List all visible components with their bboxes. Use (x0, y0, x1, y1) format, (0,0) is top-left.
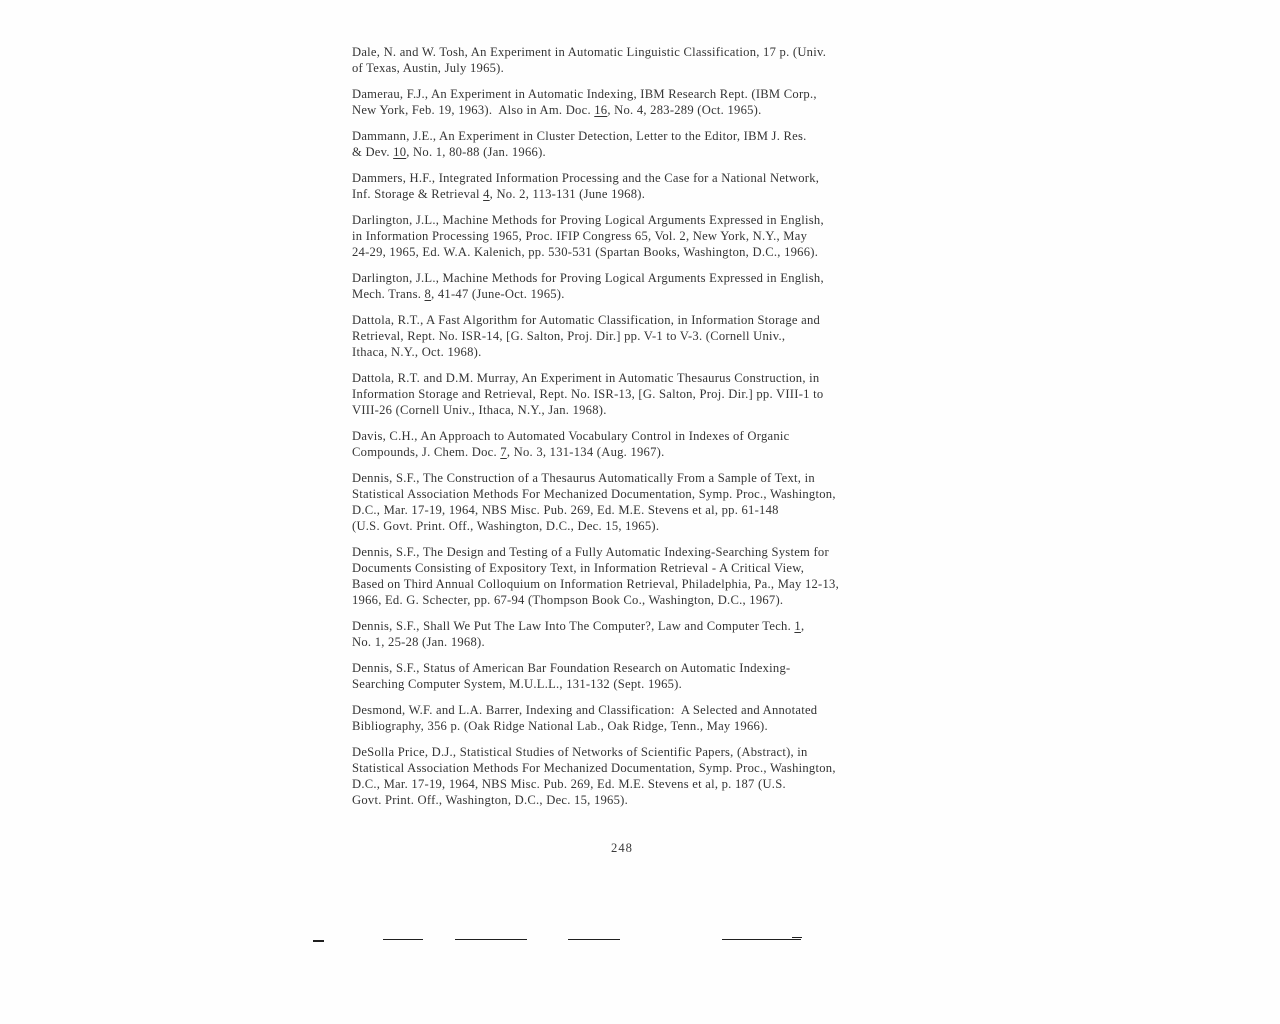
volume-number: 4 (483, 187, 490, 201)
reference-line (352, 170, 892, 186)
reference-line (352, 660, 892, 676)
reference-entry (352, 270, 892, 302)
reference-entry (352, 470, 892, 534)
reference-text: , No. 1, 80-88 (Jan. 1966). (406, 145, 546, 159)
reference-text: Statistical Association Methods For Mechanized Documentation, Symp. Proc., Washington, (352, 761, 836, 775)
reference-line (352, 634, 892, 650)
reference-text: Dennis, S.F., Shall We Put The Law Into The Computer?, Law and Computer Tech. (352, 619, 795, 633)
reference-line (352, 744, 892, 760)
reference-line (352, 128, 892, 144)
reference-entry (352, 312, 892, 360)
reference-line (352, 44, 892, 60)
reference-line (352, 486, 892, 502)
reference-text: Govt. Print. Off., Washington, D.C., Dec. 15, 1965). (352, 793, 628, 807)
bibliography-text-block (352, 44, 892, 856)
reference-line (352, 328, 892, 344)
reference-line (352, 676, 892, 692)
reference-entry (352, 660, 892, 692)
reference-text: Inf. Storage & Retrieval (352, 187, 484, 201)
reference-text: Darlington, J.L., Machine Methods for Proving Logical Arguments Expressed in English, (352, 271, 824, 285)
reference-text: , No. 2, 113-131 (June 1968). (489, 187, 646, 201)
reference-text: VIII-26 (Cornell Univ., Ithaca, N.Y., Jan. 1968). (352, 403, 607, 417)
reference-line (352, 502, 892, 518)
reference-text: DeSolla Price, D.J., Statistical Studies of Networks of Scientific Papers, (Abstract), in (352, 745, 808, 759)
reference-entry (352, 212, 892, 260)
reference-line (352, 718, 892, 734)
reference-line (352, 344, 892, 360)
reference-text: 24-29, 1965, Ed. W.A. Kalenich, pp. 530-531 (Spartan Books, Washington, D.C., 1966). (352, 245, 819, 259)
reference-text: Desmond, W.F. and L.A. Barrer, Indexing and Classification: A Selected and Annotated (352, 703, 818, 717)
reference-line (352, 702, 892, 718)
reference-text: Dennis, S.F., Status of American Bar Foundation Research on Automatic Indexing- (352, 661, 791, 675)
reference-line (352, 370, 892, 386)
reference-text: Davis, C.H., An Approach to Automated Vocabulary Control in Indexes of Organic (352, 429, 790, 443)
reference-text: Dennis, S.F., The Design and Testing of a Fully Automatic Indexing-Searching System for (352, 545, 829, 559)
reference-text: Documents Consisting of Expository Text, in Information Retrieval - A Critical View, (352, 561, 805, 575)
reference-text: D.C., Mar. 17-19, 1964, NBS Misc. Pub. 269, Ed. M.E. Stevens et al, p. 187 (U.S. (352, 777, 786, 791)
reference-text: , No. 4, 283-289 (Oct. 1965). (607, 103, 762, 117)
reference-entry (352, 618, 892, 650)
reference-entry (352, 544, 892, 608)
reference-line (352, 386, 892, 402)
reference-text: Searching Computer System, M.U.L.L., 131-132 (Sept. 1965). (352, 677, 683, 691)
reference-entry (352, 86, 892, 118)
reference-line (352, 60, 892, 76)
reference-text: , (800, 619, 805, 633)
reference-line (352, 444, 892, 460)
reference-text: Mech. Trans. (352, 287, 425, 301)
scan-artifact-line (383, 939, 423, 940)
reference-entry (352, 744, 892, 808)
reference-line (352, 428, 892, 444)
reference-text: , 41-47 (June-Oct. 1965). (431, 287, 565, 301)
volume-number: 10 (393, 145, 407, 159)
reference-text: Statistical Association Methods For Mechanized Documentation, Symp. Proc., Washington, (352, 487, 836, 501)
volume-number: 8 (424, 287, 432, 301)
scan-artifact-line (792, 937, 802, 938)
reference-text: D.C., Mar. 17-19, 1964, NBS Misc. Pub. 269, Ed. M.E. Stevens et al, pp. 61-148 (352, 503, 779, 517)
reference-entry (352, 428, 892, 460)
reference-text: Dattola, R.T. and D.M. Murray, An Experiment in Automatic Thesaurus Construction, in (352, 371, 820, 385)
reference-line (352, 286, 892, 302)
reference-text: , No. 3, 131-134 (Aug. 1967). (506, 445, 665, 459)
page-number: 248 (611, 841, 633, 855)
reference-entry (352, 128, 892, 160)
volume-number: 7 (500, 445, 507, 459)
volume-number: 1 (794, 619, 801, 633)
reference-line (352, 760, 892, 776)
reference-text: Information Storage and Retrieval, Rept. No. ISR-13, [G. Salton, Proj. Dir.] pp. VIII-1 to (352, 387, 824, 401)
reference-line (352, 776, 892, 792)
reference-text: & Dev. (352, 145, 394, 159)
reference-text: Dennis, S.F., The Construction of a Thesaurus Automatically From a Sample of Text, in (352, 471, 815, 485)
reference-line (352, 576, 892, 592)
reference-line (352, 144, 892, 160)
reference-text: Retrieval, Rept. No. ISR-14, [G. Salton, Proj. Dir.] pp. V-1 to V-3. (Cornell Univ., (352, 329, 786, 343)
reference-line (352, 518, 892, 534)
reference-text: Based on Third Annual Colloquium on Information Retrieval, Philadelphia, Pa., May 12-13, (352, 577, 839, 591)
reference-line (352, 402, 892, 418)
reference-line (352, 618, 892, 634)
scan-artifact-line (313, 940, 324, 942)
reference-text: No. 1, 25-28 (Jan. 1968). (352, 635, 485, 649)
reference-text: Bibliography, 356 p. (Oak Ridge National Lab., Oak Ridge, Tenn., May 1966). (352, 719, 768, 733)
references-list (352, 44, 892, 808)
reference-text: Dammann, J.E., An Experiment in Cluster Detection, Letter to the Editor, IBM J. Res. (352, 129, 807, 143)
reference-text: Compounds, J. Chem. Doc. (352, 445, 501, 459)
reference-entry (352, 170, 892, 202)
reference-text: Ithaca, N.Y., Oct. 1968). (352, 345, 482, 359)
reference-text: (U.S. Govt. Print. Off., Washington, D.C., Dec. 15, 1965). (352, 519, 660, 533)
reference-line (352, 228, 892, 244)
reference-line (352, 186, 892, 202)
reference-text: 1966, Ed. G. Schecter, pp. 67-94 (Thompson Book Co., Washington, D.C., 1967). (352, 593, 784, 607)
reference-text: New York, Feb. 19, 1963). Also in Am. Doc. (352, 103, 595, 117)
reference-line (352, 102, 892, 118)
scan-artifact-line (722, 939, 801, 940)
reference-line (352, 470, 892, 486)
scan-artifact-line (568, 939, 620, 940)
reference-line (352, 86, 892, 102)
volume-number: 16 (594, 103, 608, 117)
reference-line (352, 270, 892, 286)
reference-text: Darlington, J.L., Machine Methods for Proving Logical Arguments Expressed in English, (352, 213, 824, 227)
reference-line (352, 244, 892, 260)
reference-line (352, 212, 892, 228)
reference-text: Dattola, R.T., A Fast Algorithm for Automatic Classification, in Information Storage and (352, 313, 821, 327)
reference-text: in Information Processing 1965, Proc. IFIP Congress 65, Vol. 2, New York, N.Y., May (352, 229, 808, 243)
scan-artifact-line (455, 939, 527, 940)
reference-entry (352, 370, 892, 418)
reference-line (352, 560, 892, 576)
reference-text: Dale, N. and W. Tosh, An Experiment in Automatic Linguistic Classification, 17 p. (Univ. (352, 45, 827, 59)
reference-entry (352, 44, 892, 76)
reference-text: Damerau, F.J., An Experiment in Automatic Indexing, IBM Research Rept. (IBM Corp., (352, 87, 817, 101)
reference-entry (352, 702, 892, 734)
reference-line (352, 792, 892, 808)
reference-line (352, 592, 892, 608)
reference-text: of Texas, Austin, July 1965). (352, 61, 505, 75)
reference-line (352, 312, 892, 328)
reference-text: Dammers, H.F., Integrated Information Processing and the Case for a National Network, (352, 171, 820, 185)
reference-line (352, 544, 892, 560)
